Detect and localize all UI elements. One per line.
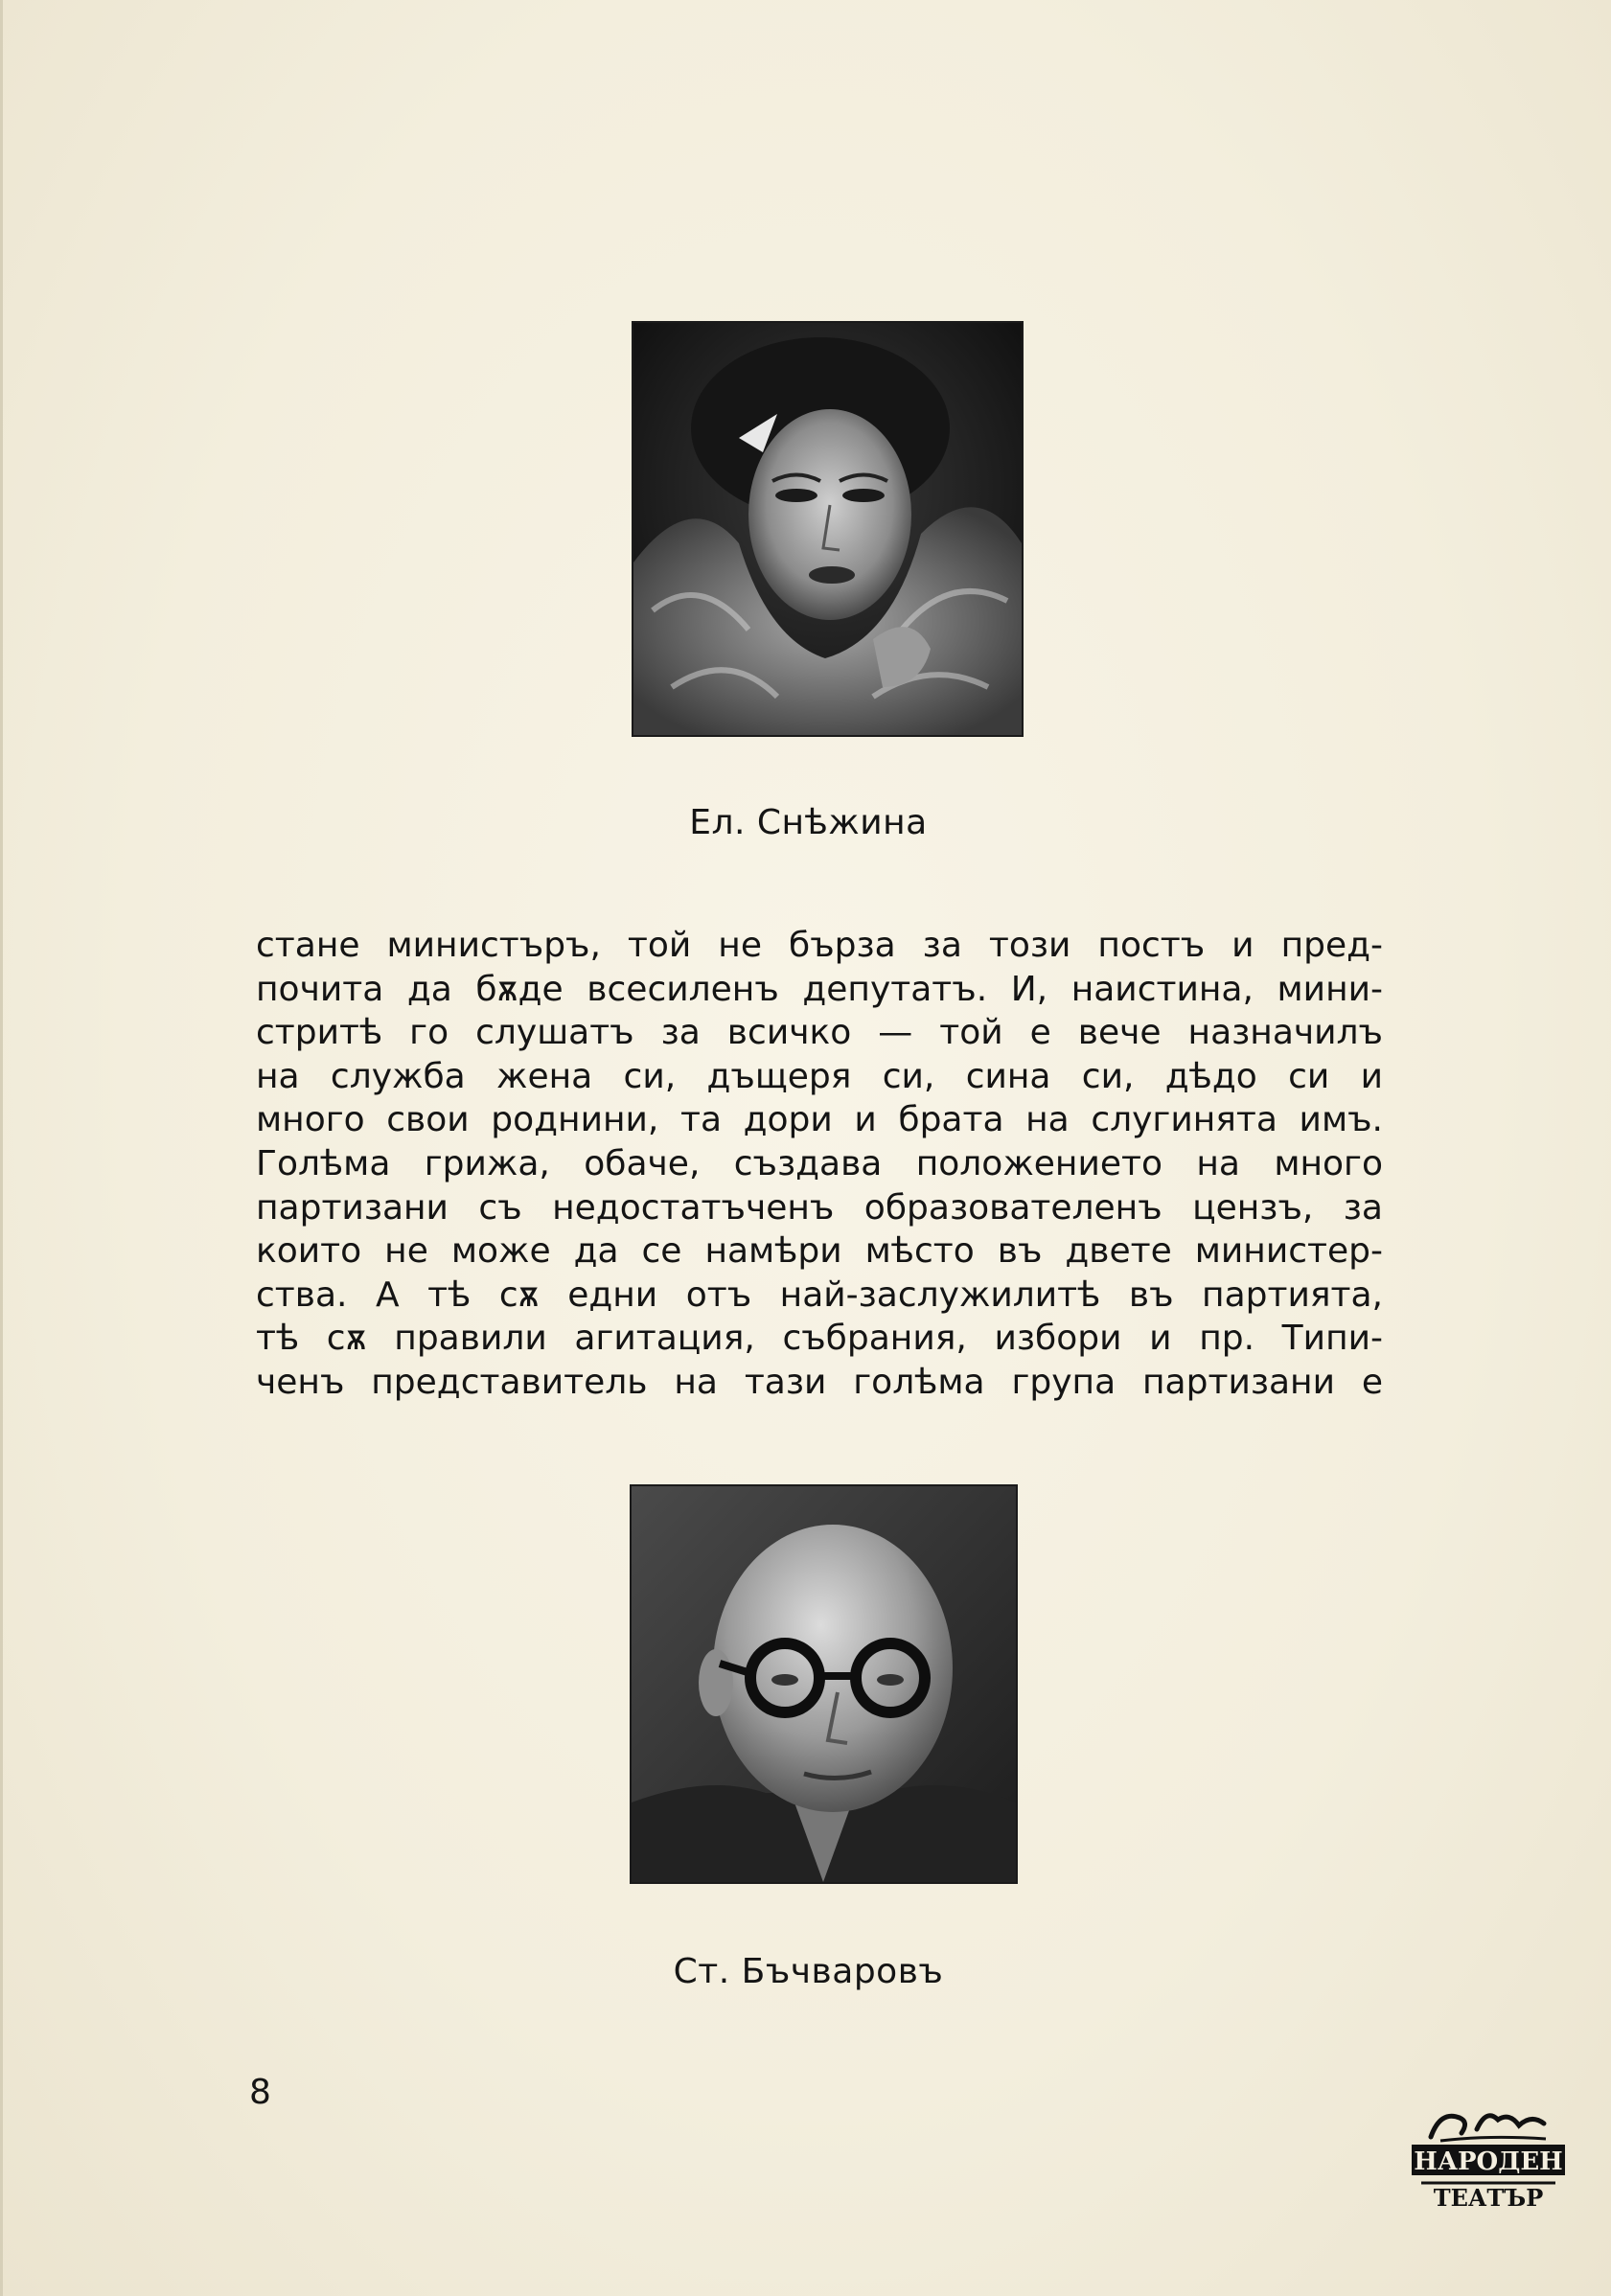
portrait-photo-bachvarov [630, 1484, 1018, 1884]
text-line: ченъ представитель на тази голѣма група партизани е [256, 1362, 1383, 1402]
national-theatre-stamp-logo [1402, 2101, 1573, 2214]
text-line: ства. А тѣ сѫ едни отъ най-заслужилитѣ въ партията, [256, 1274, 1383, 1315]
text-line: стане министъръ, той не бърза за този постъ и пред- [256, 926, 1383, 965]
text-line: които не може да се намѣри мѣсто въ двете министер- [256, 1231, 1383, 1272]
portrait-image [632, 1486, 1016, 1882]
text-line: много свои роднини, та дори и брата на слугинята имъ. [256, 1100, 1383, 1140]
text-line: почита да бѫде всесиленъ депутатъ. И, наистина, мини- [256, 969, 1383, 1009]
text-line: тѣ сѫ правили агитация, събрания, избори и пр. Типи- [256, 1319, 1383, 1359]
portrait-photo-snezhina [632, 321, 1024, 737]
portrait-image [633, 323, 1022, 735]
national-theatre-stamp-icon [1402, 2101, 1573, 2214]
svg-text:НАРОДЕН: НАРОДЕН [1414, 2147, 1563, 2176]
page-number: 8 [249, 2073, 271, 2112]
text-line: стритѣ го слушатъ за всичко — той е вече назначилъ [256, 1013, 1383, 1053]
text-line: Голѣма грижа, обаче, създава положението на много [256, 1143, 1383, 1183]
text-line: на служба жена си, дъщеря си, сина си, дѣдо си и [256, 1056, 1383, 1096]
photo-caption: Ст. Бъчваровъ [673, 1952, 944, 1991]
svg-text:ТЕАТЪР: ТЕАТЪР [1433, 2184, 1544, 2212]
text-line: партизани съ недостатъченъ образователенъ цензъ, за [256, 1187, 1383, 1228]
body-paragraph [256, 924, 1383, 1405]
photo-caption: Ел. Снѣжина [689, 803, 928, 842]
